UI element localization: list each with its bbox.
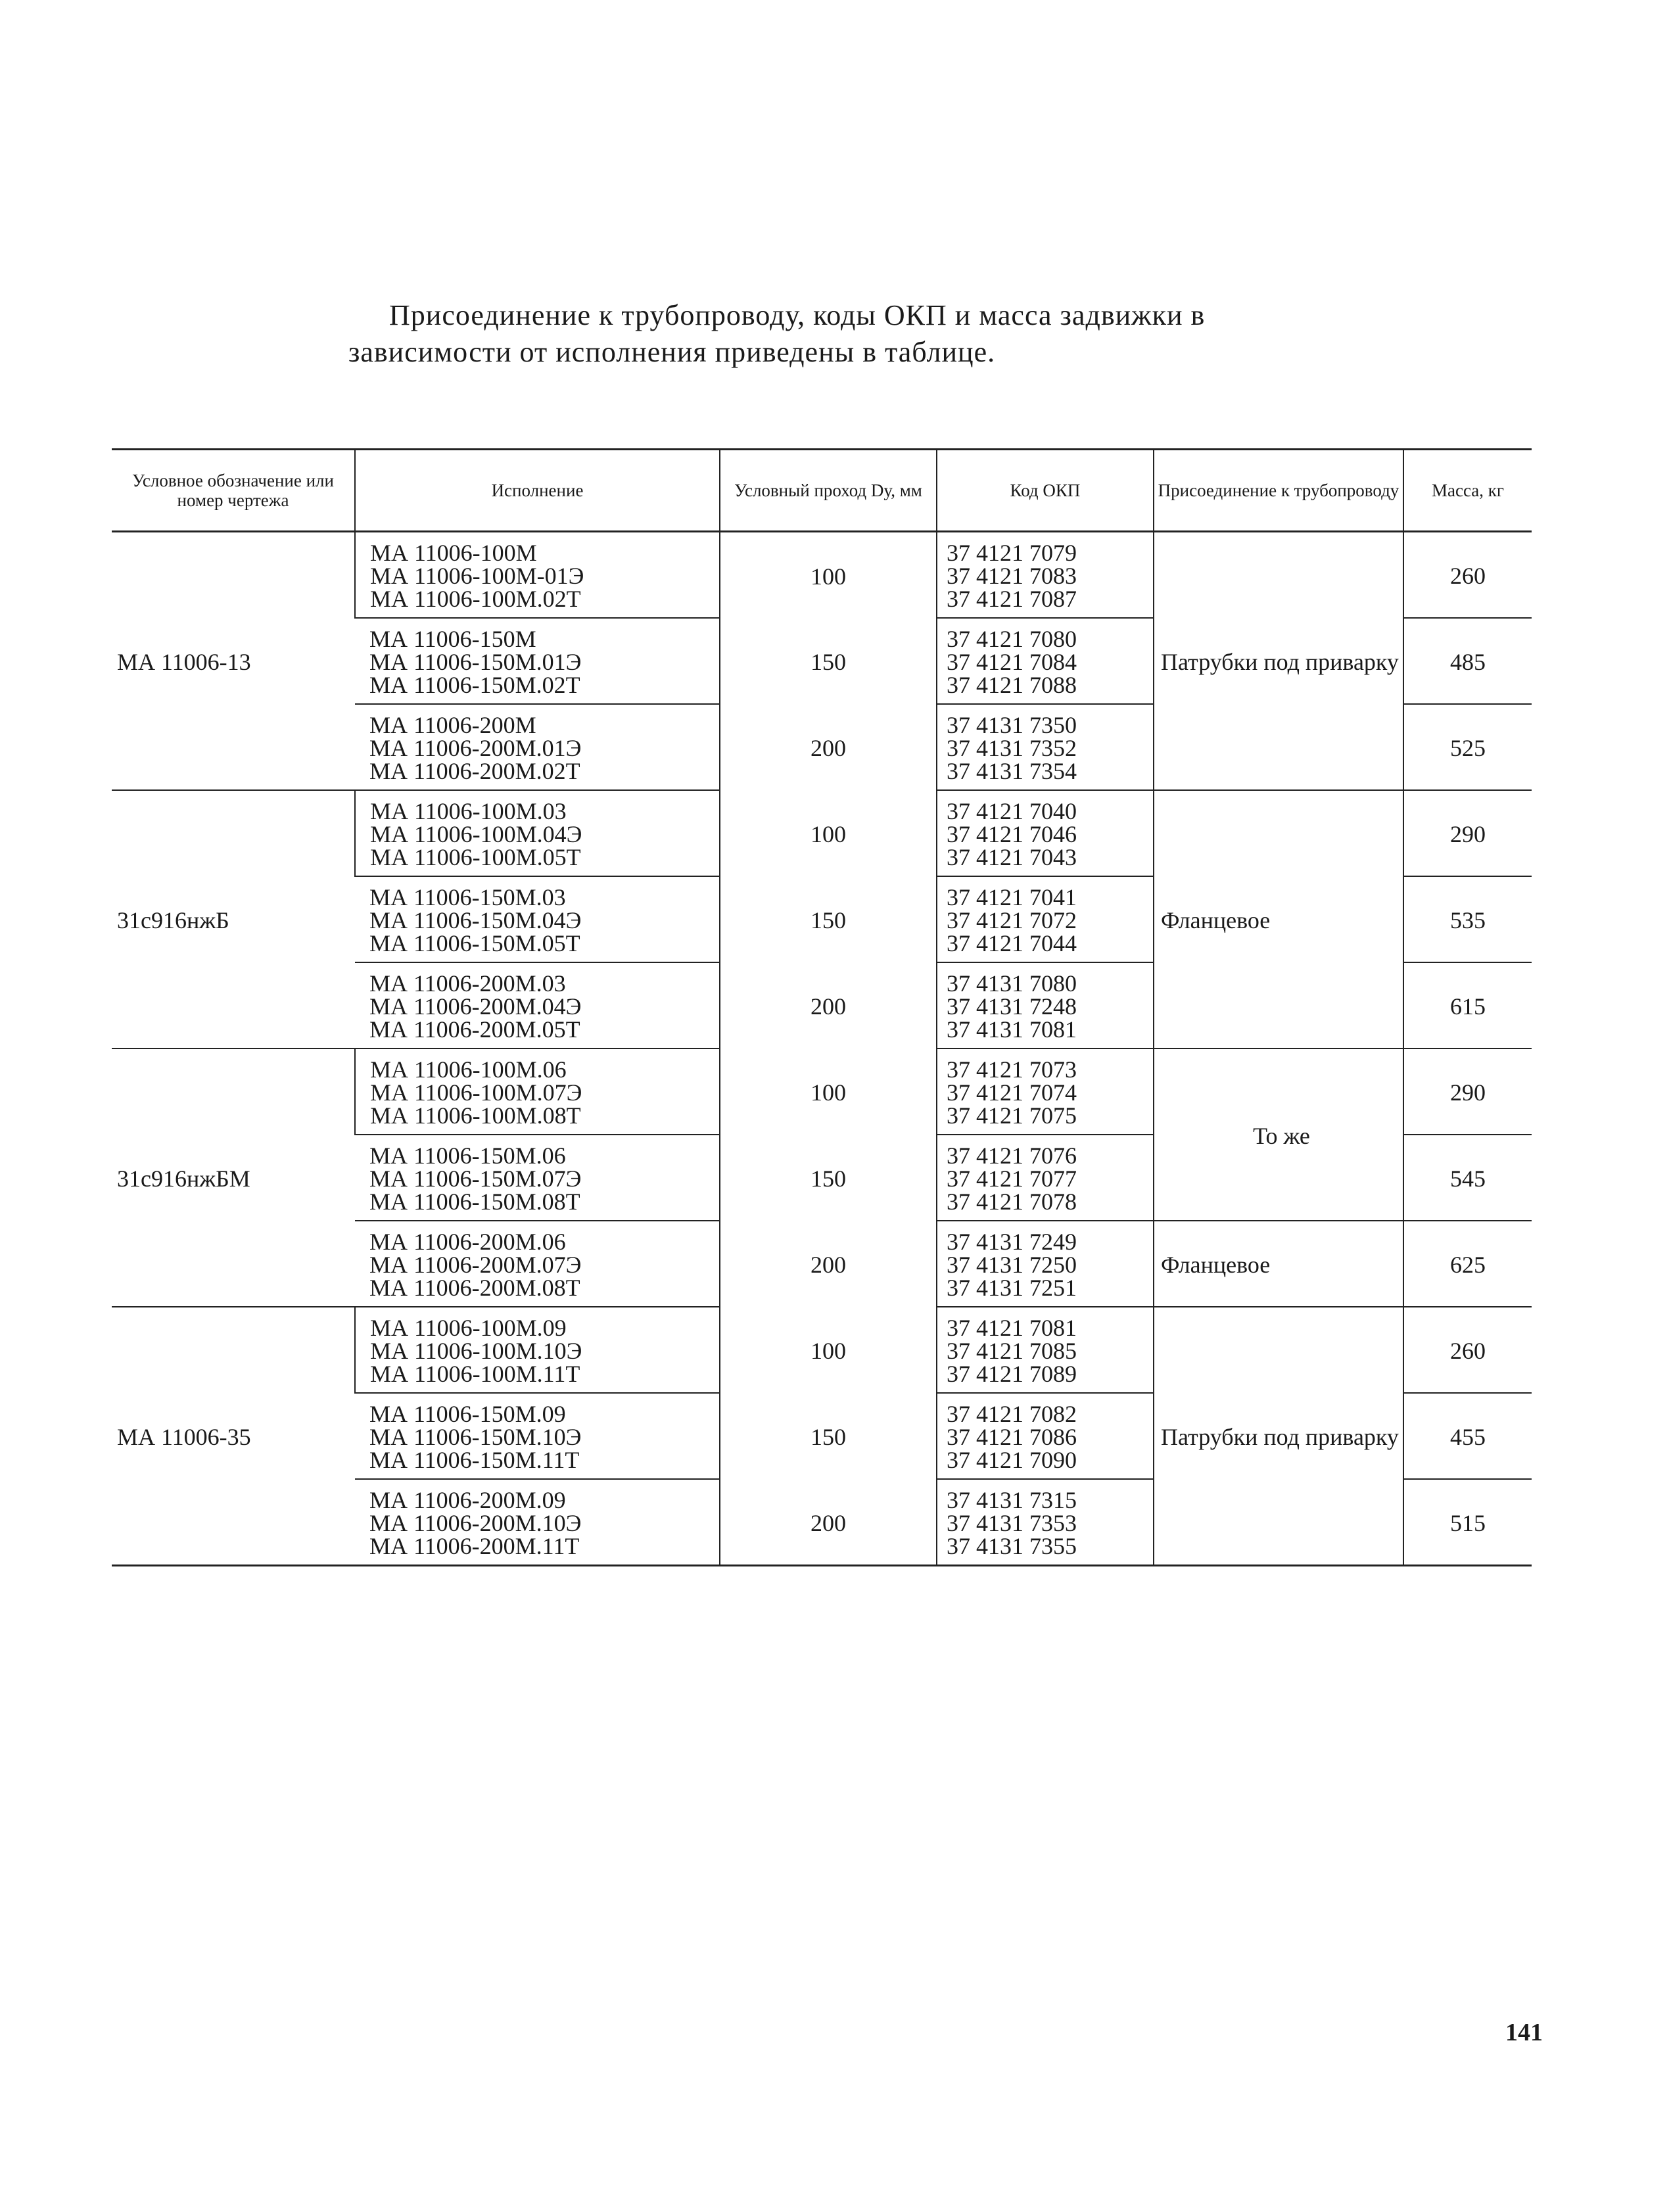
execution-line: МА 11006-150М.01Э: [369, 649, 582, 675]
execution-line: МА 11006-200М.02Т: [369, 758, 580, 784]
table-row: [112, 1307, 1532, 1393]
execution-line: МА 11006-150М.02Т: [369, 672, 580, 698]
okp-line: 37 4121 7043: [947, 844, 1077, 870]
okp-line: 37 4121 7083: [947, 563, 1077, 589]
mass-cell: 260: [1403, 1307, 1532, 1393]
okp-line: 37 4121 7041: [947, 884, 1077, 910]
okp-line: 37 4121 7082: [947, 1401, 1077, 1427]
intro-paragraph: [348, 297, 1334, 371]
header-designation: Условное обозначение или номер чертежа: [112, 450, 355, 532]
execution-line: МА 11006-150М.06: [369, 1142, 566, 1169]
okp-line: 37 4121 7086: [947, 1424, 1077, 1450]
okp-cell: [937, 1221, 1154, 1307]
execution-line: МА 11006-150М.09: [369, 1401, 566, 1427]
execution-cell: [355, 1135, 720, 1221]
execution-line: МА 11006-100М.03: [370, 798, 567, 824]
table-header-row: [112, 450, 1532, 532]
intro-line-2: зависимости от исполнения приведены в таблице.: [348, 336, 996, 368]
execution-line: МА 11006-100М.07Э: [370, 1079, 582, 1106]
mass-cell: 525: [1403, 704, 1532, 790]
execution-cell: [355, 1221, 720, 1307]
dy-cell: 200: [720, 704, 937, 790]
page-number: 141: [1505, 2019, 1543, 2046]
execution-line: МА 11006-200М.04Э: [369, 993, 582, 1020]
connection-cell: Патрубки под приварку: [1154, 532, 1403, 791]
execution-cell: [355, 790, 720, 876]
okp-cell: [937, 1479, 1154, 1566]
header-mass: Масса, кг: [1403, 450, 1532, 532]
okp-cell: [937, 704, 1154, 790]
mass-cell: 535: [1403, 876, 1532, 962]
okp-cell: [937, 1048, 1154, 1135]
header-okp: Код ОКП: [937, 450, 1154, 532]
designation-cell: 31с916нжБМ: [112, 1048, 355, 1307]
execution-line: МА 11006-150М.08Т: [369, 1188, 580, 1215]
okp-line: 37 4121 7040: [947, 798, 1077, 824]
okp-line: 37 4121 7084: [947, 649, 1077, 675]
okp-cell: [937, 876, 1154, 962]
execution-line: МА 11006-150М: [369, 626, 536, 652]
execution-cell: [355, 532, 720, 619]
dy-cell: 150: [720, 876, 937, 962]
okp-cell: [937, 1307, 1154, 1393]
execution-cell: [355, 1393, 720, 1479]
execution-line: МА 11006-100М: [370, 540, 537, 566]
okp-line: 37 4121 7090: [947, 1447, 1077, 1473]
mass-cell: 485: [1403, 618, 1532, 704]
execution-line: МА 11006-200М.06: [369, 1229, 566, 1255]
okp-line: 37 4131 7315: [947, 1487, 1077, 1513]
okp-line: 37 4131 7250: [947, 1252, 1077, 1278]
dy-cell: 150: [720, 1135, 937, 1221]
okp-line: 37 4121 7085: [947, 1338, 1077, 1364]
mass-cell: 455: [1403, 1393, 1532, 1479]
designation-cell: МА 11006-35: [112, 1307, 355, 1566]
okp-line: 37 4121 7075: [947, 1102, 1077, 1129]
execution-line: МА 11006-100М.08Т: [370, 1102, 581, 1129]
execution-line: МА 11006-200М.10Э: [369, 1510, 582, 1536]
execution-cell: [355, 618, 720, 704]
execution-line: МА 11006-150М.07Э: [369, 1165, 582, 1192]
execution-line: МА 11006-200М.11Т: [369, 1533, 580, 1559]
okp-line: 37 4131 7355: [947, 1533, 1077, 1559]
intro-line-1: Присоединение к трубопроводу, коды ОКП и масса задвижки в: [389, 299, 1206, 331]
okp-line: 37 4131 7249: [947, 1229, 1077, 1255]
okp-cell: [937, 790, 1154, 876]
okp-cell: [937, 1135, 1154, 1221]
execution-cell: [355, 1479, 720, 1566]
mass-cell: 615: [1403, 962, 1532, 1048]
okp-line: 37 4121 7078: [947, 1188, 1077, 1215]
mass-cell: 545: [1403, 1135, 1532, 1221]
execution-cell: [355, 962, 720, 1048]
header-execution: Исполнение: [355, 450, 720, 532]
okp-line: 37 4121 7089: [947, 1361, 1077, 1387]
connection-cell: Фланцевое: [1154, 1221, 1403, 1307]
execution-cell: [355, 1307, 720, 1393]
okp-line: 37 4121 7076: [947, 1142, 1077, 1169]
okp-line: 37 4121 7080: [947, 626, 1077, 652]
okp-line: 37 4131 7353: [947, 1510, 1077, 1536]
okp-line: 37 4131 7081: [947, 1016, 1077, 1043]
execution-line: МА 11006-200М.09: [369, 1487, 566, 1513]
okp-line: 37 4121 7044: [947, 930, 1077, 956]
okp-line: 37 4131 7352: [947, 735, 1077, 761]
execution-line: МА 11006-100М.05Т: [370, 844, 581, 870]
execution-line: МА 11006-200М.03: [369, 970, 566, 997]
execution-line: МА 11006-200М: [369, 712, 536, 738]
execution-line: МА 11006-150М.03: [369, 884, 566, 910]
execution-line: МА 11006-200М.08Т: [369, 1275, 580, 1301]
okp-line: 37 4131 7080: [947, 970, 1077, 997]
designation-cell: 31с916нжБ: [112, 790, 355, 1048]
execution-line: МА 11006-100М.11Т: [370, 1361, 580, 1387]
table-row: [112, 1048, 1532, 1135]
okp-line: 37 4121 7072: [947, 907, 1077, 933]
execution-line: МА 11006-100М.04Э: [370, 821, 582, 847]
execution-line: МА 11006-100М.02Т: [370, 586, 581, 612]
connection-cell: Патрубки под приварку: [1154, 1307, 1403, 1566]
okp-cell: [937, 1393, 1154, 1479]
table-row: [112, 532, 1532, 619]
header-connection: Присоединение к трубопроводу: [1154, 450, 1403, 532]
header-dy: Условный проход Dу, мм: [720, 450, 937, 532]
dy-cell: 200: [720, 1479, 937, 1566]
dy-cell: 100: [720, 790, 937, 876]
execution-line: МА 11006-100М.06: [370, 1056, 567, 1083]
valve-table: [112, 448, 1532, 1566]
okp-line: 37 4121 7081: [947, 1315, 1077, 1341]
dy-cell: 150: [720, 618, 937, 704]
okp-cell: [937, 962, 1154, 1048]
dy-cell: 100: [720, 1048, 937, 1135]
okp-cell: [937, 618, 1154, 704]
okp-line: 37 4131 7251: [947, 1275, 1077, 1301]
okp-line: 37 4131 7354: [947, 758, 1077, 784]
mass-cell: 290: [1403, 1048, 1532, 1135]
mass-cell: 515: [1403, 1479, 1532, 1566]
mass-cell: 260: [1403, 532, 1532, 619]
okp-line: 37 4121 7046: [947, 821, 1077, 847]
okp-line: 37 4121 7074: [947, 1079, 1077, 1106]
execution-line: МА 11006-200М.01Э: [369, 735, 582, 761]
okp-line: 37 4121 7088: [947, 672, 1077, 698]
connection-cell: Фланцевое: [1154, 790, 1403, 1048]
mass-cell: 290: [1403, 790, 1532, 876]
dy-cell: 100: [720, 1307, 937, 1393]
connection-cell: То же: [1154, 1048, 1403, 1221]
designation-cell: МА 11006-13: [112, 532, 355, 791]
execution-line: МА 11006-100М.10Э: [370, 1338, 582, 1364]
execution-line: МА 11006-200М.07Э: [369, 1252, 582, 1278]
okp-cell: [937, 532, 1154, 619]
execution-cell: [355, 1048, 720, 1135]
execution-line: МА 11006-100М.09: [370, 1315, 567, 1341]
execution-line: МА 11006-150М.11Т: [369, 1447, 580, 1473]
execution-line: МА 11006-150М.05Т: [369, 930, 580, 956]
okp-line: 37 4121 7087: [947, 586, 1077, 612]
okp-line: 37 4131 7248: [947, 993, 1077, 1020]
dy-cell: 100: [720, 532, 937, 619]
okp-line: 37 4131 7350: [947, 712, 1077, 738]
okp-line: 37 4121 7077: [947, 1165, 1077, 1192]
execution-cell: [355, 876, 720, 962]
execution-line: МА 11006-100М-01Э: [370, 563, 584, 589]
okp-line: 37 4121 7079: [947, 540, 1077, 566]
execution-cell: [355, 704, 720, 790]
dy-cell: 150: [720, 1393, 937, 1479]
execution-line: МА 11006-150М.10Э: [369, 1424, 582, 1450]
dy-cell: 200: [720, 1221, 937, 1307]
execution-line: МА 11006-150М.04Э: [369, 907, 582, 933]
execution-line: МА 11006-200М.05Т: [369, 1016, 580, 1043]
table-row: [112, 790, 1532, 876]
okp-line: 37 4121 7073: [947, 1056, 1077, 1083]
dy-cell: 200: [720, 962, 937, 1048]
mass-cell: 625: [1403, 1221, 1532, 1307]
